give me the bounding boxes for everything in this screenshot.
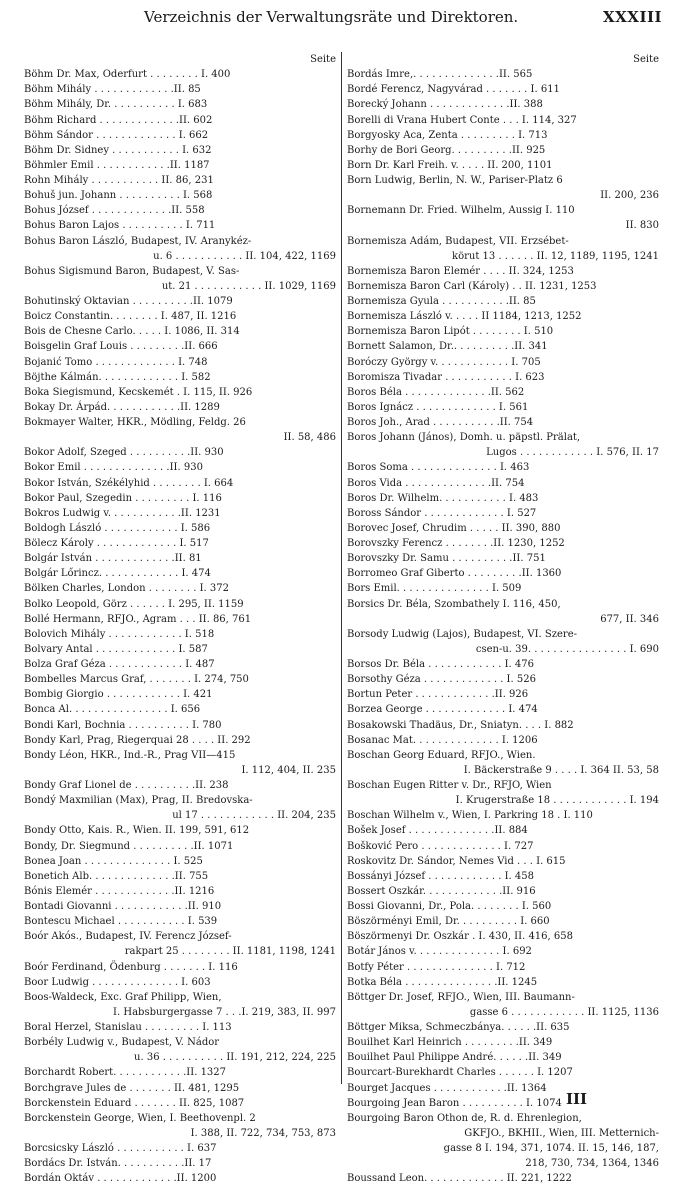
index-entry (24, 264, 336, 294)
index-entry (24, 597, 336, 612)
entry-line: Bokros Ludwig v. . . . . . . . . . . .II. 1231 (24, 507, 221, 519)
entry-line: Borcsicsky László . . . . . . . . . . . I. 637 (24, 1143, 217, 1154)
index-entry (24, 733, 336, 748)
entry-line: Bondy, Dr. Siegmund . . . . . . . . . .II. 1071 (24, 840, 234, 852)
entry-line: Bornemann Dr. Fried. Wilhelm, Aussig I. 110 (347, 205, 575, 217)
footer-signature: III (566, 1090, 588, 1108)
index-entry (347, 944, 659, 959)
entry-line: Boldogh László . . . . . . . . . . . . I. 586 (24, 522, 211, 534)
entry-line: Bossert Oszkár. . . . . . . . . . . . .II. 916 (347, 885, 536, 897)
index-entry (24, 702, 336, 717)
index-entry (24, 1156, 336, 1171)
entry-line: Bokay Dr. Árpád. . . . . . . . . . . .II. 1289 (24, 401, 220, 413)
index-entry (24, 158, 336, 173)
left-column (24, 52, 336, 1186)
index-entry (347, 687, 659, 702)
entry-line: Bohus József . . . . . . . . . . . . .II. 558 (24, 205, 205, 217)
index-entry (347, 839, 659, 854)
index-entry (347, 627, 659, 657)
entry-line: Bokor István, Székélyhid . . . . . . . . I. 664 (24, 477, 234, 489)
index-entry (24, 869, 336, 884)
entry-line: Böhm Mihály, Dr. . . . . . . . . . . I. 683 (24, 99, 208, 111)
entry-line: Botár János v. . . . . . . . . . . . . . I. 692 (347, 946, 532, 958)
entry-line: Bourgoing Jean Baron . . . . . . . . . . I. 1074 (347, 1097, 562, 1109)
index-entry (347, 597, 659, 627)
entry-line: Botfy Péter . . . . . . . . . . . . . . I. 712 (347, 961, 526, 973)
entry-line: Bokor Emil . . . . . . . . . . . . . .II. 930 (24, 462, 203, 474)
index-entry (24, 612, 336, 627)
entry-line: Bolgár Lőrincz. . . . . . . . . . . . . I. 474 (24, 568, 211, 580)
index-entry (24, 491, 336, 506)
seite-label: Seite (633, 54, 659, 65)
index-entry (24, 324, 336, 339)
index-entry (24, 1096, 336, 1111)
index-entry (24, 687, 336, 702)
index-entry (24, 128, 336, 143)
entry-line: Bonca Al. . . . . . . . . . . . . . . . I. 656 (24, 704, 201, 716)
index-entry (24, 581, 336, 596)
entry-line: Bokor Adolf, Szeged . . . . . . . . . .II. 930 (24, 447, 224, 459)
index-entry (24, 823, 336, 838)
entry-continuation-line: körut 13 . . . . . . II. 12, 1189, 1195, 1241 (452, 250, 659, 262)
index-entry (24, 990, 336, 1020)
entry-continuation-line: gasse 8 I. 194, 371, 1074. II. 15, 146, 187, (443, 1143, 659, 1154)
index-entry (347, 1020, 659, 1035)
entry-line: Borckenstein Eduard . . . . . . . II. 825, 1087 (24, 1097, 245, 1109)
index-entry (347, 400, 659, 415)
entry-line: Borhy de Bori Georg. . . . . . . . . .II. 925 (347, 144, 546, 156)
index-entry (347, 476, 659, 491)
index-entry (24, 793, 336, 823)
entry-line: Böttger Dr. Josef, RFJO., Wien, III. Baumann- (347, 991, 575, 1003)
index-entry (24, 672, 336, 687)
index-entry (347, 733, 659, 748)
index-entry (24, 445, 336, 460)
entry-line: Bolgár István . . . . . . . . . . . . .II. 81 (24, 553, 202, 565)
index-entry (24, 82, 336, 97)
entry-continuation-line: I. Krugerstraße 18 . . . . . . . . . . . . I. 194 (455, 795, 659, 807)
index-entry (347, 294, 659, 309)
index-entry (347, 82, 659, 97)
entry-line: Böhm Dr. Max, Oderfurt . . . . . . . . I. 400 (24, 69, 231, 81)
index-entry (347, 718, 659, 733)
index-entry (24, 234, 336, 264)
index-entry (347, 491, 659, 506)
entry-line: Bondy Léon, HKR., Ind.-R., Prag VII—415 (24, 749, 236, 761)
entry-line: Boros Joh., Arad . . . . . . . . . . .II. 754 (347, 417, 534, 428)
entry-line: Bohus Sigismund Baron, Budapest, V. Sas- (24, 265, 240, 277)
entry-line: Bošek Josef . . . . . . . . . . . . . .II. 884 (347, 825, 528, 837)
index-entry (347, 203, 659, 233)
entry-line: Bortun Peter . . . . . . . . . . . . .II. 926 (347, 689, 529, 701)
index-entry (347, 97, 659, 112)
entry-line: Böhm Richard . . . . . . . . . . . . .II. 602 (24, 114, 213, 126)
entry-line: Borovszky Dr. Samu . . . . . . . . . .II. 751 (347, 553, 546, 565)
entry-line: Boschan Georg Eduard, RFJO., Wien. (347, 749, 536, 761)
entry-line: Böjthe Kálmán. . . . . . . . . . . . . I. 582 (24, 371, 211, 383)
index-entry (24, 188, 336, 203)
index-entry (347, 702, 659, 717)
index-entry (347, 808, 659, 823)
index-entry (24, 143, 336, 158)
entry-line: Bourcart-Burekhardt Charles . . . . . . I. 1207 (347, 1067, 573, 1079)
entry-line: Boschan Wilhelm v., Wien, I. Parkring 18 . I. 110 (347, 810, 593, 822)
index-entry (24, 1035, 336, 1065)
index-entry (347, 173, 659, 203)
index-entry (24, 1141, 336, 1156)
column-divider (341, 52, 342, 1084)
entry-line: Borsody Ludwig (Lajos), Budapest, VI. Szere- (347, 628, 577, 640)
entry-line: Boros Johann (János), Domh. u. päpstl. Prälat, (347, 432, 581, 444)
entry-continuation-line: rakpart 25 . . . . . . . . II. 1181, 1198, 1241 (124, 946, 336, 958)
page-header (22, 8, 662, 30)
index-entry (347, 899, 659, 914)
entry-line: Borovszky Ferencz . . . . . . . .II. 1230, 1252 (347, 538, 565, 549)
index-entry (347, 823, 659, 838)
entry-line: Borbély Ludwig v., Budapest, V. Nádor (24, 1037, 220, 1049)
index-entry (347, 975, 659, 990)
index-entry (347, 113, 659, 128)
index-entry (24, 854, 336, 869)
index-entry (347, 1050, 659, 1065)
entry-line: Borchgrave Jules de . . . . . . . II. 481, 1295 (24, 1082, 240, 1094)
index-entry (24, 339, 336, 354)
index-entry (347, 430, 659, 460)
index-entry (347, 324, 659, 339)
entry-line: Bordács Dr. István. . . . . . . . . . .II. 17 (24, 1158, 212, 1170)
index-entry (347, 1065, 659, 1080)
index-entry (347, 128, 659, 143)
index-entry (347, 309, 659, 324)
entry-line: Boos-Waldeck, Exc. Graf Philipp, Wien, (24, 991, 222, 1003)
entry-line: Boór Akós., Budapest, IV. Ferencz József- (24, 931, 232, 943)
index-entry (24, 113, 336, 128)
entry-line: Bornemisza Gyula . . . . . . . . . . .II. 85 (347, 296, 536, 307)
index-entry (347, 566, 659, 581)
index-entry (24, 218, 336, 233)
index-entry (347, 279, 659, 294)
entry-line: Bohus Baron Lajos . . . . . . . . . . I. 711 (24, 220, 216, 232)
index-entry (24, 506, 336, 521)
entry-line: Bošković Pero . . . . . . . . . . . . . I. 727 (347, 840, 534, 852)
entry-line: Bohuš jun. Johann . . . . . . . . . . I. 568 (24, 190, 213, 202)
entry-line: Borgyosky Aca, Zenta . . . . . . . . . I. 713 (347, 129, 548, 141)
index-entry (24, 476, 336, 491)
entry-line: Böhmler Emil . . . . . . . . . . . .II. 1187 (24, 159, 210, 171)
index-entry (347, 264, 659, 279)
index-entry (347, 884, 659, 899)
entry-continuation-line: gasse 6 . . . . . . . . . . . . II. 1125, 1136 (469, 1006, 659, 1018)
index-entry (24, 929, 336, 959)
entry-continuation-line: u. 6 . . . . . . . . . . . II. 104, 422, 1169 (153, 250, 336, 262)
entry-line: Bonetich Alb. . . . . . . . . . . . . .II. 755 (24, 870, 209, 882)
index-entry (24, 1065, 336, 1080)
entry-continuation-line: II. 830 (625, 220, 659, 232)
entry-line: Böttger Miksa, Schmeczbánya. . . . . .II. 635 (347, 1022, 570, 1033)
index-entry (347, 521, 659, 536)
index-entry (347, 1096, 659, 1111)
entry-line: Bontescu Michael . . . . . . . . . . . I. 539 (24, 916, 218, 928)
index-entry (24, 748, 336, 778)
entry-line: Bouilhet Paul Philippe André. . . . . .II. 349 (347, 1052, 562, 1064)
entry-line: Boross Sándor . . . . . . . . . . . . . I. 527 (347, 507, 537, 519)
entry-line: Bondi Karl, Bochnia . . . . . . . . . . I. 780 (24, 719, 222, 731)
entry-line: Bokmayer Walter, HKR., Mödling, Feldg. 26 (24, 417, 246, 428)
index-entry (24, 1081, 336, 1096)
entry-continuation-line: I. Bäckerstraße 9 . . . . I. 364 II. 53, 58 (463, 764, 659, 776)
entry-line: Bordás Imre,. . . . . . . . . . . . . .II. 565 (347, 69, 533, 81)
entry-line: Rohn Mihály . . . . . . . . . . . II. 86, 231 (24, 175, 214, 186)
index-entry (347, 143, 659, 158)
index-entry (24, 67, 336, 82)
entry-line: Bohutinský Oktavian . . . . . . . . . .II. 1079 (24, 296, 233, 307)
entry-line: Botka Béla . . . . . . . . . . . . . . .II. 1245 (347, 976, 538, 988)
entry-line: Boussand Leon. . . . . . . . . . . . . II. 221, 1222 (347, 1173, 572, 1185)
index-entry (347, 339, 659, 354)
entry-line: Böhm Sándor . . . . . . . . . . . . . I. 662 (24, 129, 209, 141)
entry-line: Bordé Ferencz, Nagyvárad . . . . . . . I. 611 (347, 84, 560, 96)
index-entry (347, 234, 659, 264)
index-entry (24, 642, 336, 657)
entry-line: Born Dr. Karl Freih. v. . . . . II. 200, 1101 (347, 159, 553, 171)
entry-line: Boros Dr. Wilhelm. . . . . . . . . . . I. 483 (347, 492, 539, 504)
index-entry (24, 551, 336, 566)
entry-line: Boisgelin Graf Louis . . . . . . . . .II. 666 (24, 341, 218, 353)
entry-line: Bolko Leopold, Görz . . . . . . I. 295, II. 1159 (24, 598, 244, 610)
entry-continuation-line: ul 17 . . . . . . . . . . . . II. 204, 235 (172, 810, 336, 822)
entry-line: Böhm Mihály . . . . . . . . . . . . .II. 85 (24, 84, 201, 96)
page-title: Verzeichnis der Verwaltungsräte und Direktoren. (144, 8, 519, 26)
entry-line: Bojanić Tomo . . . . . . . . . . . . . I. 748 (24, 356, 208, 368)
entry-line: Bokor Paul, Szegedin . . . . . . . . . I. 116 (24, 492, 222, 504)
entry-line: Bornemisza Baron Lipót . . . . . . . . I. 510 (347, 326, 554, 338)
index-entry (24, 778, 336, 793)
index-entry (24, 657, 336, 672)
index-entry (24, 97, 336, 112)
index-entry (24, 385, 336, 400)
index-entry (347, 158, 659, 173)
index-entry (347, 551, 659, 566)
entry-line: Bossi Giovanni, Dr., Pola. . . . . . . . I. 560 (347, 901, 552, 912)
entry-line: Boór Ferdinand, Ödenburg . . . . . . . I. 116 (24, 961, 238, 973)
entry-line: Bossányi József . . . . . . . . . . . . I. 458 (347, 870, 534, 882)
index-entry (24, 899, 336, 914)
entry-continuation-line: II. 58, 486 (283, 432, 336, 444)
entry-line: Boros Vida . . . . . . . . . . . . . .II. 754 (347, 477, 525, 489)
entry-line: Boros Soma . . . . . . . . . . . . . . I. 463 (347, 462, 530, 474)
index-entry (347, 415, 659, 430)
entry-line: Bondý Maxmilian (Max), Prag, II. Bredovska- (24, 795, 253, 807)
index-entry (24, 914, 336, 929)
index-entry (24, 1111, 336, 1141)
index-entry (347, 657, 659, 672)
index-entry (347, 581, 659, 596)
entry-line: Bordán Oktáv . . . . . . . . . . . . .II. 1200 (24, 1173, 217, 1185)
entry-continuation-line: GKFJO., BKHII., Wien, III. Metternich- (464, 1127, 659, 1139)
index-entry (347, 1035, 659, 1050)
right-column (347, 52, 659, 1186)
index-entry (24, 370, 336, 385)
entry-line: Bornemisza Baron Carl (Károly) . . II. 1231, 1253 (347, 280, 597, 292)
entry-line: Bombig Giorgio . . . . . . . . . . . . I. 421 (24, 689, 213, 701)
entry-continuation-line: I. Habsburgergasse 7 . . .I. 219, 383, II. 997 (113, 1006, 336, 1018)
entry-line: Borsics Dr. Béla, Szombathely I. 116, 450, (347, 598, 561, 610)
entry-line: Bölecz Károly . . . . . . . . . . . . . I. 517 (24, 538, 209, 549)
index-entry (347, 748, 659, 778)
entry-line: Borsothy Géza . . . . . . . . . . . . . I. 526 (347, 674, 536, 686)
entry-continuation-line: II. 200, 236 (600, 190, 659, 202)
entry-line: Borchardt Robert. . . . . . . . . . . .II. 1327 (24, 1067, 227, 1079)
entry-line: Bornemisza Baron Elemér . . . . II. 324, 1253 (347, 265, 574, 277)
index-entry (347, 1111, 659, 1172)
entry-line: Bourget Jacques . . . . . . . . . . . .II. 1364 (347, 1082, 547, 1094)
entry-continuation-line: ut. 21 . . . . . . . . . . . II. 1029, 1169 (161, 280, 336, 292)
entry-line: Boromisza Tivadar . . . . . . . . . . . I. 623 (347, 371, 545, 383)
entry-line: Bondy Otto, Kais. R., Wien. II. 199, 591, 612 (24, 825, 250, 837)
entry-line: Bombelles Marcus Graf, . . . . . . . I. 274, 750 (24, 674, 249, 686)
index-entry (347, 914, 659, 929)
index-entry (24, 1020, 336, 1035)
index-entry (24, 294, 336, 309)
entry-line: Boros Ignácz . . . . . . . . . . . . . I. 561 (347, 401, 529, 413)
entry-line: Boros Béla . . . . . . . . . . . . . .II. 562 (347, 386, 525, 398)
index-entry (24, 884, 336, 899)
entry-line: Bolvary Antal . . . . . . . . . . . . . I. 587 (24, 643, 208, 655)
entry-line: Borecký Johann . . . . . . . . . . . . .II. 388 (347, 99, 543, 111)
entry-line: Bolovich Mihály . . . . . . . . . . . . I. 518 (24, 628, 215, 640)
entry-line: Roskovitz Dr. Sándor, Nemes Vid . . . I. 615 (347, 855, 566, 867)
index-entry (24, 536, 336, 551)
entry-line: Borzea George . . . . . . . . . . . . . I. 474 (347, 704, 538, 716)
entry-line: Borelli di Vrana Hubert Conte . . . I. 114, 327 (347, 114, 577, 126)
seite-label: Seite (310, 54, 336, 65)
index-entry (347, 370, 659, 385)
index-entry (24, 203, 336, 218)
entry-line: Bolza Graf Géza . . . . . . . . . . . . I. 487 (24, 659, 215, 670)
entry-line: Böszörmenyi Dr. Oszkár . I. 430, II. 416, 658 (347, 931, 573, 943)
index-entry (347, 869, 659, 884)
entry-line: Bornemisza Adám, Budapest, VII. Erzsébet- (347, 235, 569, 247)
index-entry (24, 355, 336, 370)
entry-line: Bors Emil. . . . . . . . . . . . . . . I. 509 (347, 583, 522, 595)
entry-continuation-line: I. 388, II. 722, 734, 753, 873 (190, 1127, 336, 1139)
entry-line: Bornett Salamon, Dr.. . . . . . . . . .II. 341 (347, 341, 548, 353)
index-entry (24, 173, 336, 188)
entry-continuation-line: I. 112, 404, II. 235 (241, 764, 336, 776)
index-entry (347, 385, 659, 400)
index-entry (24, 400, 336, 415)
entry-line: Boral Herzel, Stanislau . . . . . . . . . I. 113 (24, 1022, 232, 1033)
index-entry (24, 627, 336, 642)
index-entry (24, 975, 336, 990)
index-entry (347, 778, 659, 808)
entry-line: Boka Siegismund, Kecskemét . I. 115, II. 926 (24, 386, 253, 398)
index-entry (24, 521, 336, 536)
index-entry (347, 536, 659, 551)
index-entry (347, 1081, 659, 1096)
entry-continuation-line: 677, II. 346 (600, 613, 659, 625)
entry-line: Bölken Charles, London . . . . . . . . I. 372 (24, 583, 229, 595)
entry-line: Boicz Constantin. . . . . . . . I. 487, II. 1216 (24, 311, 237, 323)
index-entry (347, 1171, 659, 1186)
entry-line: Bouilhet Karl Heinrich . . . . . . . . .II. 349 (347, 1037, 553, 1049)
index-entry (347, 506, 659, 521)
entry-line: Bollé Hermann, RFJO., Agram . . . II. 86, 761 (24, 613, 252, 625)
entry-line: Boor Ludwig . . . . . . . . . . . . . . I. 603 (24, 976, 211, 988)
entry-line: Bondy Graf Lionel de . . . . . . . . . .II. 238 (24, 780, 229, 791)
index-entry (347, 854, 659, 869)
index-entry (24, 718, 336, 733)
entry-line: Bourgoing Baron Othon de, R. d. Ehrenlegion, (347, 1112, 582, 1124)
index-entry (24, 839, 336, 854)
entry-line: Böhm Dr. Sidney . . . . . . . . . . . I. 632 (24, 144, 212, 156)
entry-continuation-line: 218, 730, 734, 1364, 1346 (525, 1158, 659, 1170)
index-entry (347, 672, 659, 687)
index-entry (24, 309, 336, 324)
entry-line: Boschan Eugen Ritter v. Dr., RFJO, Wien (347, 780, 552, 791)
entry-line: Bohus Baron László, Budapest, IV. Aranykéz- (24, 235, 252, 247)
entry-continuation-line: u. 36 . . . . . . . . . . II. 191, 212, 224, 225 (134, 1052, 336, 1064)
index-entry (347, 67, 659, 82)
entry-line: Bónis Elemér . . . . . . . . . . . . .II. 1216 (24, 885, 215, 897)
entry-line: Bosanac Mat. . . . . . . . . . . . . . I. 1206 (347, 734, 538, 746)
index-entry (24, 566, 336, 581)
entry-line: Borromeo Graf Giberto . . . . . . . . .II. 1360 (347, 568, 562, 580)
entry-line: Borsos Dr. Béla . . . . . . . . . . . . I. 476 (347, 659, 534, 670)
entry-continuation-line: Lugos . . . . . . . . . . . . I. 576, II. 17 (486, 447, 659, 459)
entry-line: Bondy Karl, Prag, Riegerquai 28 . . . . II. 292 (24, 734, 251, 746)
entry-line: Borckenstein George, Wien, I. Beethovenpl. 2 (24, 1112, 256, 1124)
entry-line: Born Ludwig, Berlin, N. W., Pariser-Platz 6 (347, 175, 563, 186)
entry-line: Bontadi Giovanni . . . . . . . . . . . .II. 910 (24, 901, 222, 912)
index-entry (24, 960, 336, 975)
entry-line: Bois de Chesne Carlo. . . . . I. 1086, II. 314 (24, 326, 240, 338)
page-number: XXXIII (603, 8, 662, 26)
entry-continuation-line: csen-u. 39. . . . . . . . . . . . . . . . I. 690 (475, 643, 659, 655)
entry-line: Bornemisza László v. . . . . II 1184, 1213, 1252 (347, 311, 582, 323)
index-entry (24, 1171, 336, 1186)
index-entry (24, 460, 336, 475)
entry-line: Borovec Josef, Chrudim . . . . . II. 390, 880 (347, 522, 561, 534)
index-entry (347, 960, 659, 975)
entry-line: Bonea Joan . . . . . . . . . . . . . . I. 525 (24, 855, 203, 867)
entry-line: Bosakowski Thadäus, Dr., Sniatyn. . . . I. 882 (347, 719, 574, 731)
index-entry (347, 929, 659, 944)
index-entry (24, 415, 336, 445)
index-entry (347, 355, 659, 370)
entry-line: Böszörményi Emil, Dr. . . . . . . . . . I. 660 (347, 916, 550, 928)
index-entry (347, 990, 659, 1020)
index-entry (347, 460, 659, 475)
entry-line: Boróczy György v. . . . . . . . . . . . I. 705 (347, 356, 541, 368)
